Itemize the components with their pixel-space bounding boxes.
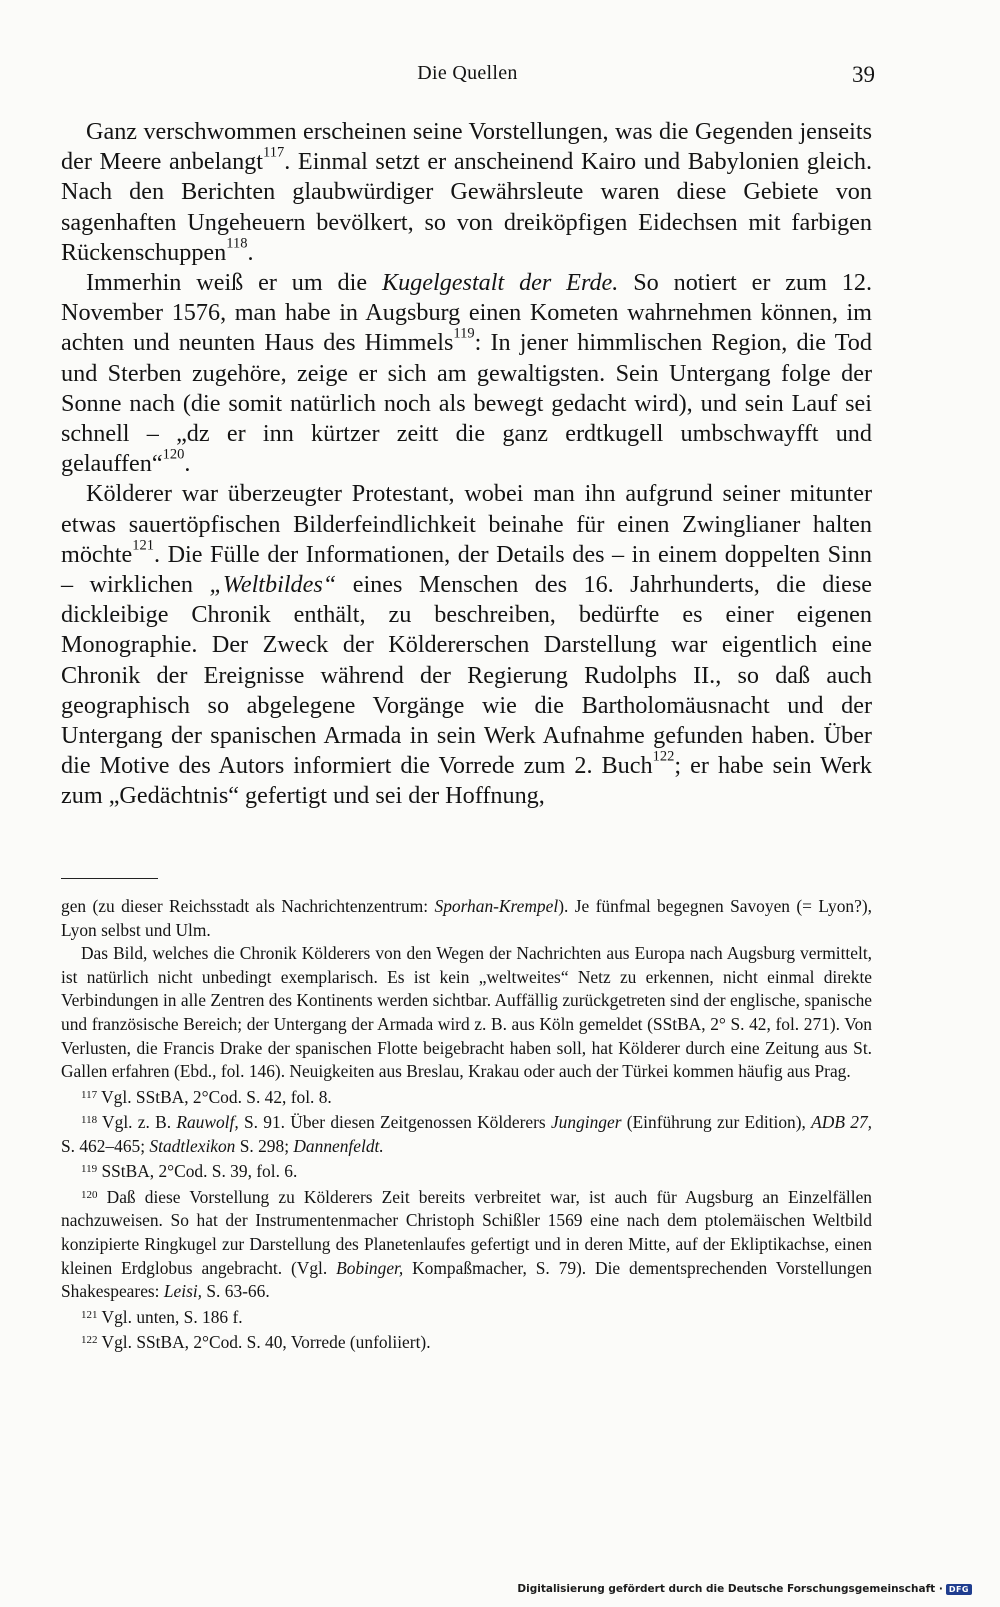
footnote [61, 1304, 872, 1330]
italic-text: Dannenfeldt. [293, 1135, 384, 1156]
footnote [61, 1158, 872, 1184]
text-run: Daß diese Vorstellung zu Kölderers Zeit bereits verbreitet war, ist auch für Augsburg an Einzelfällen nachzuweisen. So hat der Instrumentenmacher Christoph Schißler 1569 eine nach dem ptolemäischen Weltbild konzipierte Ringkugel zur Darstellung des Planetenlaufes gefertigt und in deren Mitte, auf der Ekliptikachse, einen kleinen Erdglobus angebracht. (Vgl. [61, 1186, 872, 1278]
text-run: Vgl. unten, S. 186 f. [97, 1306, 243, 1327]
text-run: . [247, 238, 254, 266]
footnote [61, 1184, 872, 1304]
page-number: 39 [852, 62, 875, 87]
footnote [61, 1109, 872, 1158]
footnote-reference: 118 [226, 235, 248, 252]
body-paragraph [61, 479, 872, 811]
text-run: Vgl. z. B. [97, 1112, 177, 1133]
running-head [60, 62, 875, 92]
italic-text: Kugelgestalt der Erde. [381, 269, 619, 297]
italic-text: „Weltbildes“ [209, 571, 337, 599]
text-run: gen (zu dieser Reichsstadt als Nachrichtenzentrum: [61, 896, 435, 916]
footnote [61, 1084, 872, 1110]
text-run: . Die Fülle der Informationen, der Details des – in einem doppelten Sinn – wirklichen [61, 540, 872, 599]
text-run: Ganz verschwommen erscheinen seine Vorstellungen, was die Gegenden jenseits der Meere anbelangt [61, 118, 872, 176]
italic-text: Rauwolf, [176, 1112, 239, 1133]
text-run: ; er habe sein Werk zum „Gedächtnis“ gefertigt und sei der Hoffnung, [61, 752, 872, 810]
text-run: S. 91. Über diesen Zeitgenossen Kölderers [238, 1112, 551, 1133]
text-run: So notiert er zum 12. November 1576, man habe in Augsburg einen Kometen wahrnehmen können, im achten und neunten Haus des Himmels [61, 269, 872, 357]
footnote-reference: 122 [652, 748, 675, 765]
footnote-number: 120 [81, 1188, 98, 1201]
footnote-reference: 120 [162, 446, 185, 463]
text-run: ). Je fünfmal begegnen Savoyen (= Lyon?), Lyon selbst und Ulm. [61, 896, 872, 940]
footnote-divider [61, 878, 158, 879]
footnote-number: 118 [81, 1114, 98, 1127]
text-run: Das Bild, welches die Chronik Kölderers von den Wegen der Nachrichten aus Europa nach Augsburg vermittelt, ist natürlich nicht unbedingt exemplarisch. Es ist kein „weltweites“ Netz zu erkennen, nicht einmal direkte Verbindungen in alle Zentren des Kontinents werden sichtbar. Auffällig zurückgetreten sind der englische, spanische und französische Bereich; der Untergang der Armada wird z. B. aus Köln gemeldet (SStBA, 2° S. 42, fol. 271). Von Verlusten, die Francis Drake der spanischen Flotte beigebracht haben soll, hat Kölderer durch eine Zeitung aus St. Gallen erfahren (Ebd., fol. 146). Neuigkeiten aus Breslau, Krakau oder auch der Türkei kommen häufig aus Prag. [61, 943, 872, 1082]
footnotes [61, 895, 872, 1355]
footnote-number: 122 [81, 1334, 98, 1347]
footnote [61, 1329, 872, 1355]
footnote-number: 119 [81, 1163, 98, 1176]
text-run: Kölderer war überzeugter Protestant, wobei man ihn aufgrund seiner mitunter etwas sauertöpfischen Bilderfeindlichkeit beinahe für einen Zwinglianer halten möchte [61, 480, 872, 568]
footnote-reference: 121 [132, 537, 154, 554]
text-run: : In jener himmlischen Region, die Tod und Sterben zugehöre, zeige er sich am gewaltigsten. Sein Untergang folge der Sonne nach (die somit natürlich noch als bewegt gedacht wird), und sein Lauf sei schnell – „dz er inn kürtzer zeitt die ganz erdtkugell umbschwayfft und gelauffen“ [61, 329, 872, 478]
italic-text: Stadtlexikon [149, 1135, 236, 1156]
text-run: Kompaßmacher, S. 79). Die dementsprechenden Vorstellungen Shakespeares: [61, 1257, 872, 1302]
text-run: SStBA, 2°Cod. S. 39, fol. 6. [97, 1161, 298, 1182]
footnote-reference: 119 [453, 326, 475, 343]
text-run: S. 63-66. [202, 1281, 270, 1302]
body-paragraph [61, 117, 872, 268]
italic-text: Leisi, [163, 1281, 203, 1302]
footnote-number: 117 [81, 1088, 98, 1101]
text-run: S. 298; [235, 1135, 294, 1156]
running-title: Die Quellen [417, 62, 518, 84]
text-run: Vgl. SStBA, 2°Cod. S. 40, Vorrede (unfoliiert). [97, 1332, 431, 1353]
main-text [61, 117, 872, 812]
text-run: . [184, 450, 191, 478]
text-run: (Einführung zur Edition), [621, 1112, 812, 1133]
footnote-number: 121 [81, 1308, 98, 1321]
digitization-note [517, 1583, 972, 1595]
text-run: Immerhin weiß er um die [86, 269, 382, 297]
italic-text: Bobinger, [336, 1257, 404, 1278]
footnote [61, 942, 872, 1084]
body-paragraph [61, 268, 872, 479]
text-run: . Einmal setzt er anscheinend Kairo und Babylonien gleich. Nach den Berichten glaubwürdiger Gewährsleute waren diese Gebiete von sagenhaften Ungeheuern bevölkert, so von dreiköpfigen Eidechsen mit farbigen Rückenschuppen [61, 148, 872, 266]
italic-text: Junginger [550, 1112, 622, 1133]
text-run: S. 462–465; [61, 1135, 150, 1156]
footnote-reference: 117 [262, 144, 285, 161]
digitization-text: Digitalisierung gefördert durch die Deutsche Forschungsgemeinschaft · [517, 1583, 943, 1595]
italic-text: Sporhan-Krempel [434, 896, 559, 916]
text-run: Vgl. SStBA, 2°Cod. S. 42, fol. 8. [97, 1086, 332, 1107]
italic-text: ADB 27, [811, 1112, 872, 1133]
footnote [61, 895, 872, 942]
dfg-logo-icon: DFG [946, 1584, 972, 1595]
text-run: eines Menschen des 16. Jahrhunderts, die diese dickleibige Chronik enthält, zu beschreiben, bedürfte es einer eigenen Monographie. Der Zweck der Köldererschen Darstellung war eigentlich eine Chronik der Ereignisse während der Regierung Rudolphs II., so daß auch geographisch so abgelegene Vorgänge wie die Bartholomäusnacht und der Untergang der spanischen Armada in sein Werk Aufnahme gefunden haben. Über die Motive des Autors informiert die Vorrede zum 2. Buch [61, 571, 872, 780]
